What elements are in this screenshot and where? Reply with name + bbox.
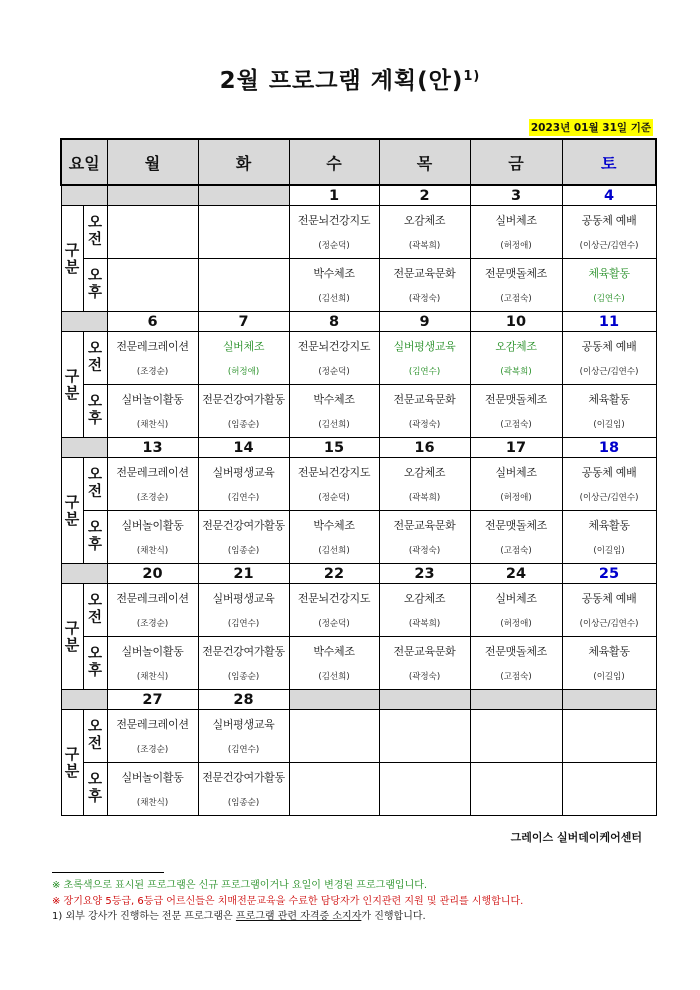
staff-name: (정순덕) xyxy=(318,619,350,629)
date-row-lead xyxy=(61,690,107,710)
program-name: 박수체조 xyxy=(313,645,355,658)
staff-name: (허정애) xyxy=(227,367,260,377)
program-name: 실버평생교육 xyxy=(212,466,275,479)
program-name: 공동체 예배 xyxy=(581,214,637,227)
program-cell xyxy=(198,710,289,763)
gubun-label xyxy=(61,710,83,816)
period-am-label xyxy=(83,458,107,511)
date-row-lead xyxy=(61,438,107,458)
date-cell xyxy=(470,690,562,710)
gubun-label xyxy=(61,206,83,312)
program-cell xyxy=(107,332,198,385)
note-external-instructor xyxy=(52,909,523,925)
program-cell xyxy=(470,584,562,637)
program-cell xyxy=(198,584,289,637)
footnote-divider xyxy=(52,872,164,873)
staff-name: (김선희) xyxy=(318,420,350,430)
program-name: 전문뇌건강지도 xyxy=(297,466,371,479)
calendar-body xyxy=(61,185,656,816)
staff-name: (이길임) xyxy=(593,420,625,430)
center-name: 그레이스 실버데이케어센터 xyxy=(510,831,642,844)
period-pm-label xyxy=(83,259,107,312)
program-name: 공동체 예배 xyxy=(581,340,637,353)
program-name: 전문교육문화 xyxy=(393,519,456,532)
date-cell xyxy=(289,690,379,710)
program-name: 전문건강여가활동 xyxy=(202,771,285,784)
program-name: 박수체조 xyxy=(313,519,355,532)
title-text: 2월 프로그램 계획(안) xyxy=(219,68,464,94)
program-cell xyxy=(470,637,562,690)
staff-name: (이상근/김연수) xyxy=(579,493,639,503)
program-cell xyxy=(107,385,198,438)
date-cell: 8 xyxy=(289,312,379,332)
gubun-label xyxy=(61,458,83,564)
staff-name: (임종순) xyxy=(227,420,260,430)
program-name: 체육활동 xyxy=(588,519,630,532)
staff-name: (조경순) xyxy=(136,367,169,377)
period-am-label xyxy=(83,206,107,259)
program-name: 전문맷돌체조 xyxy=(485,393,547,406)
date-cell: 17 xyxy=(470,438,562,458)
program-cell xyxy=(198,511,289,564)
date-cell: 3 xyxy=(470,185,562,206)
date-cell: 7 xyxy=(198,312,289,332)
date-cell: 25 xyxy=(562,564,656,584)
program-cell xyxy=(289,637,379,690)
program-cell xyxy=(107,259,198,312)
program-cell xyxy=(562,206,656,259)
program-name: 전문건강여가활동 xyxy=(202,393,285,406)
staff-name: (허정애) xyxy=(500,241,532,251)
program-name: 공동체 예배 xyxy=(581,466,637,479)
program-cell xyxy=(289,710,379,763)
date-row xyxy=(61,438,656,458)
date-cell: 16 xyxy=(379,438,470,458)
period-label-text: 오 전 xyxy=(88,341,103,374)
program-cell xyxy=(107,458,198,511)
staff-name: (임종순) xyxy=(227,798,260,808)
staff-name: (고점숙) xyxy=(500,420,532,430)
program-cell xyxy=(562,332,656,385)
program-cell xyxy=(107,637,198,690)
program-cell xyxy=(470,763,562,816)
staff-name: (채찬식) xyxy=(136,420,169,430)
program-name: 전문레크레이션 xyxy=(116,340,189,353)
date-cell: 4 xyxy=(562,185,656,206)
am-row xyxy=(61,206,656,259)
staff-name: (김연수) xyxy=(227,745,260,755)
staff-name: (정순덕) xyxy=(318,241,350,251)
period-pm-label xyxy=(83,637,107,690)
date-cell: 13 xyxy=(107,438,198,458)
am-row xyxy=(61,458,656,511)
program-cell xyxy=(379,511,470,564)
program-cell xyxy=(198,259,289,312)
program-cell xyxy=(379,259,470,312)
program-name: 공동체 예배 xyxy=(581,592,637,605)
program-name: 전문맷돌체조 xyxy=(485,267,547,280)
date-cell: 14 xyxy=(198,438,289,458)
staff-name: (곽정숙) xyxy=(408,420,441,430)
gubun-label-text: 구 분 xyxy=(64,240,80,276)
program-name: 실버놀이활동 xyxy=(121,771,184,784)
staff-name: (조경순) xyxy=(136,745,169,755)
program-cell xyxy=(379,584,470,637)
date-cell xyxy=(198,185,289,206)
program-name: 전문건강여가활동 xyxy=(202,645,285,658)
program-name: 체육활동 xyxy=(588,645,630,658)
program-cell xyxy=(562,763,656,816)
program-name: 실버체조 xyxy=(222,340,265,353)
pm-row xyxy=(61,637,656,690)
header-day-tue: 화 xyxy=(198,139,289,185)
program-cell xyxy=(198,385,289,438)
am-row xyxy=(61,710,656,763)
program-name: 전문건강여가활동 xyxy=(202,519,285,532)
staff-name: (이상근/김연수) xyxy=(579,619,639,629)
program-cell xyxy=(470,332,562,385)
program-cell xyxy=(562,710,656,763)
header-day-sat: 토 xyxy=(562,139,656,185)
program-name: 체육활동 xyxy=(588,393,630,406)
program-name: 전문뇌건강지도 xyxy=(297,592,371,605)
program-name: 오감체조 xyxy=(403,592,446,605)
staff-name: (채찬식) xyxy=(136,798,169,808)
staff-name: (곽복희) xyxy=(408,619,441,629)
staff-name: (임종순) xyxy=(227,672,260,682)
staff-name: (곽정숙) xyxy=(408,672,441,682)
program-cell xyxy=(379,763,470,816)
program-cell xyxy=(562,584,656,637)
date-cell: 27 xyxy=(107,690,198,710)
date-cell: 9 xyxy=(379,312,470,332)
staff-name: (김연수) xyxy=(227,619,260,629)
header-day-wed: 수 xyxy=(289,139,379,185)
period-am-label xyxy=(83,584,107,637)
program-name: 실버놀이활동 xyxy=(121,393,184,406)
program-name: 실버평생교육 xyxy=(212,592,275,605)
program-cell xyxy=(107,584,198,637)
header-row xyxy=(61,139,656,185)
program-cell xyxy=(289,332,379,385)
date-row xyxy=(61,312,656,332)
date-cell xyxy=(562,690,656,710)
program-name: 박수체조 xyxy=(313,267,355,280)
program-name: 실버체조 xyxy=(495,592,537,605)
program-name: 오감체조 xyxy=(403,214,446,227)
period-label-text: 오 전 xyxy=(88,719,103,752)
program-cell xyxy=(198,332,289,385)
title-footnote: 1) xyxy=(463,69,481,84)
period-label-text: 오 전 xyxy=(88,593,103,626)
date-cell: 21 xyxy=(198,564,289,584)
program-cell xyxy=(470,511,562,564)
program-name: 박수체조 xyxy=(313,393,355,406)
date-cell: 15 xyxy=(289,438,379,458)
date-row-lead xyxy=(61,185,107,206)
program-cell xyxy=(198,763,289,816)
program-name: 실버평생교육 xyxy=(393,340,456,353)
staff-name: (곽정숙) xyxy=(408,294,441,304)
program-name: 실버놀이활동 xyxy=(121,519,184,532)
gubun-label-text: 구 분 xyxy=(64,492,80,528)
staff-name: (채찬식) xyxy=(136,546,169,556)
date-cell xyxy=(107,185,198,206)
program-cell xyxy=(470,259,562,312)
staff-name: (정순덕) xyxy=(318,367,350,377)
gubun-label-text: 구 분 xyxy=(64,744,80,780)
program-cell xyxy=(562,637,656,690)
period-label-text: 오 전 xyxy=(88,215,103,248)
pm-row xyxy=(61,385,656,438)
period-label-text: 오 후 xyxy=(88,646,103,679)
staff-name: (임종순) xyxy=(227,546,260,556)
period-label-text: 오 후 xyxy=(88,394,103,427)
program-cell xyxy=(379,637,470,690)
program-cell xyxy=(379,385,470,438)
staff-name: (고점숙) xyxy=(500,672,532,682)
note-external-post: 가 진행합니다. xyxy=(361,911,426,922)
date-cell: 6 xyxy=(107,312,198,332)
staff-name: (이길임) xyxy=(593,546,625,556)
staff-name: (이상근/김연수) xyxy=(579,367,639,377)
header-row-label: 요일 xyxy=(61,139,107,185)
gubun-label xyxy=(61,584,83,690)
program-cell xyxy=(107,206,198,259)
program-cell xyxy=(470,710,562,763)
program-name: 전문맷돌체조 xyxy=(485,645,547,658)
staff-name: (조경순) xyxy=(136,493,169,503)
period-pm-label xyxy=(83,385,107,438)
staff-name: (김선희) xyxy=(318,546,350,556)
staff-name: (이길임) xyxy=(593,672,625,682)
program-cell xyxy=(198,637,289,690)
date-cell: 18 xyxy=(562,438,656,458)
basis-date-badge: 2023년 01월 31일 기준 xyxy=(529,119,653,136)
footnotes xyxy=(52,878,523,925)
program-cell xyxy=(562,511,656,564)
program-cell xyxy=(289,206,379,259)
period-am-label xyxy=(83,710,107,763)
staff-name: (조경순) xyxy=(136,619,169,629)
pm-row xyxy=(61,763,656,816)
period-pm-label xyxy=(83,763,107,816)
date-cell: 20 xyxy=(107,564,198,584)
program-cell xyxy=(107,763,198,816)
program-name: 전문맷돌체조 xyxy=(485,519,547,532)
date-cell: 1 xyxy=(289,185,379,206)
staff-name: (채찬식) xyxy=(136,672,169,682)
program-cell xyxy=(379,710,470,763)
staff-name: (고점숙) xyxy=(500,294,532,304)
program-cell xyxy=(289,458,379,511)
date-cell: 24 xyxy=(470,564,562,584)
staff-name: (김연수) xyxy=(593,294,625,304)
am-row xyxy=(61,584,656,637)
period-label-text: 오 후 xyxy=(88,268,103,301)
pm-row xyxy=(61,511,656,564)
date-cell: 22 xyxy=(289,564,379,584)
program-cell xyxy=(198,206,289,259)
program-cell xyxy=(107,710,198,763)
program-name: 실버체조 xyxy=(495,466,537,479)
staff-name: (곽복희) xyxy=(408,241,441,251)
staff-name: (김선희) xyxy=(318,294,350,304)
date-cell: 10 xyxy=(470,312,562,332)
program-name: 전문레크레이션 xyxy=(116,592,189,605)
program-name: 오감체조 xyxy=(495,340,537,353)
period-label-text: 오 후 xyxy=(88,520,103,553)
program-cell xyxy=(289,385,379,438)
program-name: 실버체조 xyxy=(495,214,537,227)
staff-name: (허정애) xyxy=(500,619,532,629)
date-cell: 11 xyxy=(562,312,656,332)
date-cell: 23 xyxy=(379,564,470,584)
program-cell xyxy=(562,458,656,511)
program-name: 전문뇌건강지도 xyxy=(297,214,371,227)
program-name: 전문교육문화 xyxy=(393,645,456,658)
program-name: 실버놀이활동 xyxy=(121,645,184,658)
program-name: 전문레크레이션 xyxy=(116,718,189,731)
staff-name: (정순덕) xyxy=(318,493,350,503)
program-name: 실버평생교육 xyxy=(212,718,275,731)
period-pm-label xyxy=(83,511,107,564)
header-day-thu: 목 xyxy=(379,139,470,185)
date-cell: 28 xyxy=(198,690,289,710)
program-name: 전문레크레이션 xyxy=(116,466,189,479)
staff-name: (곽복희) xyxy=(408,493,441,503)
program-cell xyxy=(289,511,379,564)
note-new-program: ※ 초록색으로 표시된 프로그램은 신규 프로그램이거나 요일이 변경된 프로그램입니다. xyxy=(52,880,428,891)
program-cell xyxy=(107,511,198,564)
gubun-label xyxy=(61,332,83,438)
date-cell: 2 xyxy=(379,185,470,206)
program-name: 전문교육문화 xyxy=(393,267,456,280)
program-cell xyxy=(470,385,562,438)
program-cell xyxy=(470,206,562,259)
date-row-lead xyxy=(61,312,107,332)
date-row xyxy=(61,185,656,206)
program-cell xyxy=(470,458,562,511)
program-name: 오감체조 xyxy=(403,466,446,479)
gubun-label-text: 구 분 xyxy=(64,618,80,654)
program-name: 전문뇌건강지도 xyxy=(297,340,371,353)
note-external-underline: 프로그램 관련 자격증 소지자 xyxy=(235,911,362,922)
date-cell xyxy=(379,690,470,710)
program-cell xyxy=(379,458,470,511)
program-cell xyxy=(562,259,656,312)
gubun-label-text: 구 분 xyxy=(64,366,80,402)
staff-name: (이상근/김연수) xyxy=(579,241,639,251)
staff-name: (고점숙) xyxy=(500,546,532,556)
staff-name: (김연수) xyxy=(227,493,260,503)
date-row-lead xyxy=(61,564,107,584)
date-row xyxy=(61,564,656,584)
program-cell xyxy=(379,332,470,385)
pm-row xyxy=(61,259,656,312)
program-cell xyxy=(289,259,379,312)
period-am-label xyxy=(83,332,107,385)
period-label-text: 오 후 xyxy=(88,772,103,805)
page-title xyxy=(0,62,700,95)
program-name: 전문교육문화 xyxy=(393,393,456,406)
staff-name: (곽복희) xyxy=(500,367,532,377)
program-cell xyxy=(198,458,289,511)
program-calendar-table xyxy=(60,138,657,816)
header-day-fri: 금 xyxy=(470,139,562,185)
note-dementia-care: ※ 장기요양 5등급, 6등급 어르신들은 치매전문교육을 수료한 담당자가 인지관련 지원 및 관리를 시행합니다. xyxy=(52,895,524,907)
date-row xyxy=(61,690,656,710)
am-row xyxy=(61,332,656,385)
program-cell xyxy=(289,584,379,637)
program-cell xyxy=(562,385,656,438)
header-day-mon: 월 xyxy=(107,139,198,185)
note-external-pre: 1) 외부 강사가 진행하는 전문 프로그램은 xyxy=(52,911,236,922)
program-cell xyxy=(379,206,470,259)
staff-name: (허정애) xyxy=(500,493,532,503)
staff-name: (곽정숙) xyxy=(408,546,441,556)
staff-name: (김연수) xyxy=(408,367,441,377)
period-label-text: 오 전 xyxy=(88,467,103,500)
program-cell xyxy=(289,763,379,816)
program-name: 체육활동 xyxy=(588,267,630,280)
staff-name: (김선희) xyxy=(318,672,350,682)
